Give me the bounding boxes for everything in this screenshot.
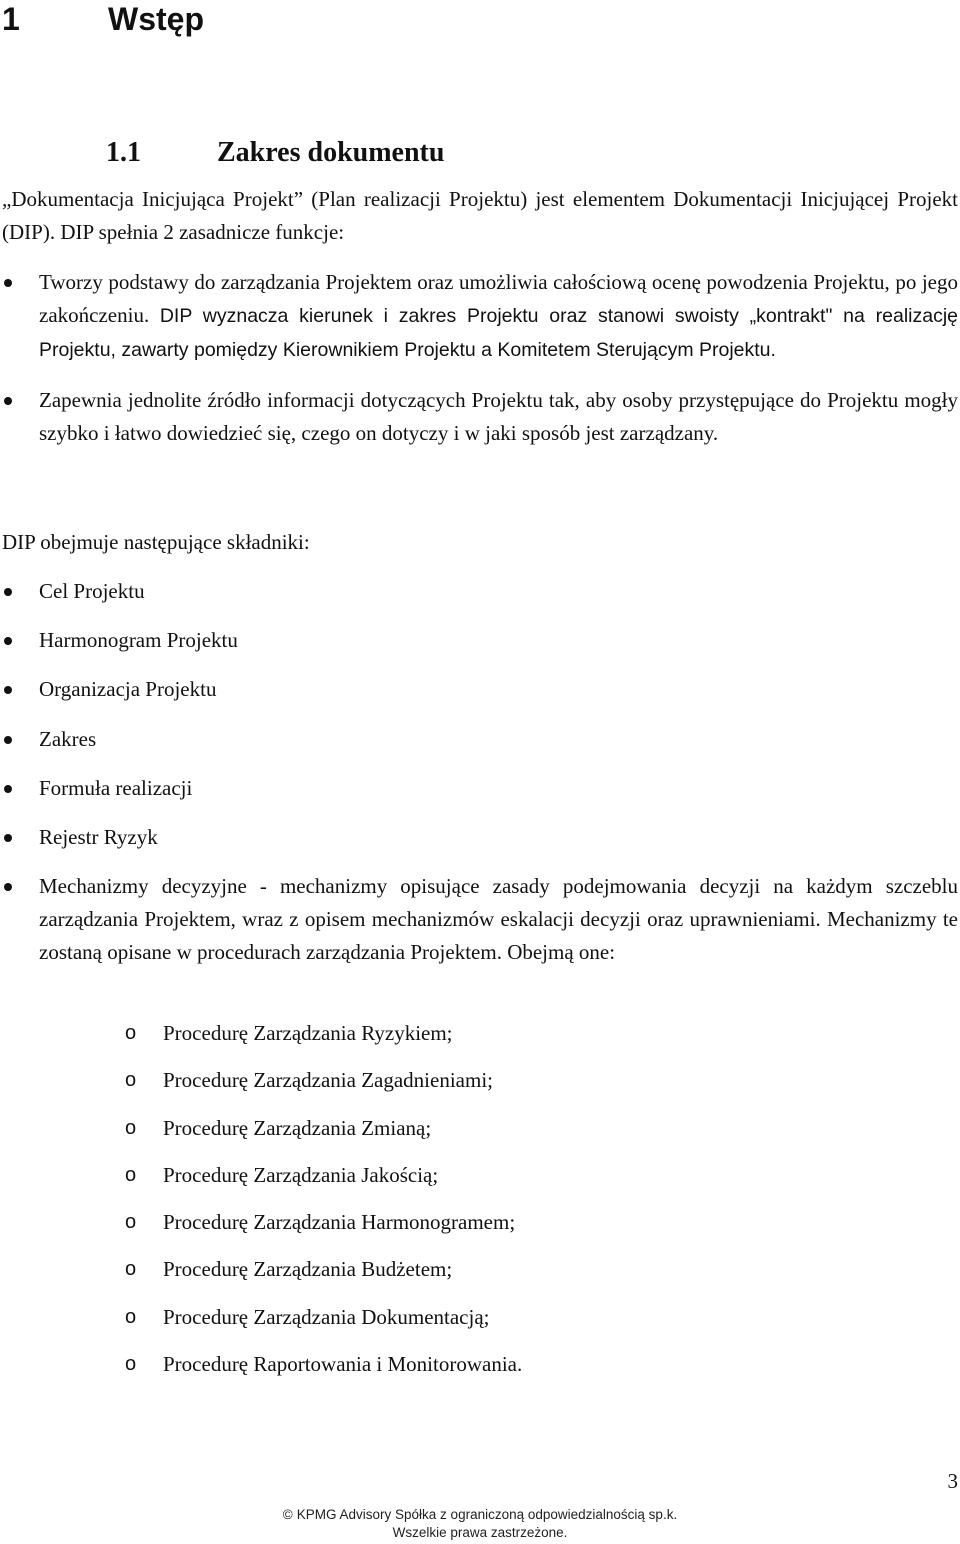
intro-paragraph: „Dokumentacja Inicjująca Projekt” (Plan realizacji Projektu) jest elementem Dokumentacji Inicjującej Projekt (DIP). DIP spełnia 2 zasadnicze funkcje: (2, 187, 958, 244)
mechanisms-text: Mechanizmy decyzyjne - mechanizmy opisujące zasady podejmowania decyzji na każdym szczeblu zarządzania Projektem, wraz z opisem mechanizmów eskalacji decyzji oraz uprawnieniami. Mechanizmy te zostaną opisane w procedurach zarządzania Projektem. Obejmą one: (39, 874, 958, 965)
list-item (0, 1250, 958, 1297)
procedure-label: Procedurę Zarządzania Budżetem; (163, 1257, 453, 1282)
chapter-number: 1 (2, 1, 20, 37)
procedure-label: Procedurę Raportowania i Monitorowania. (163, 1352, 523, 1377)
page-footer (260, 1506, 700, 1542)
circle-bullet-icon: o (125, 1116, 137, 1139)
list-item (0, 673, 958, 706)
list-item (0, 1061, 958, 1108)
procedure-label: Procedurę Zarządzania Ryzykiem; (163, 1021, 453, 1045)
bullet-icon (4, 834, 12, 842)
functions-list (0, 266, 958, 450)
procedure-label: Procedurę Zarządzania Zmianą; (163, 1115, 432, 1140)
components-intro: DIP obejmuje następujące składniki: (2, 530, 310, 554)
circle-bullet-icon: o (125, 1069, 137, 1092)
list-item (0, 1014, 958, 1061)
list-item (0, 575, 958, 608)
procedure-label: Procedurę Zarządzania Harmonogramem; (163, 1210, 516, 1235)
list-item (0, 1109, 958, 1156)
circle-bullet-icon: o (125, 1305, 137, 1328)
procedure-label: Procedurę Zarządzania Jakością; (163, 1162, 439, 1187)
list-item (0, 266, 958, 367)
list-item (0, 821, 958, 854)
circle-bullet-icon: o (125, 1163, 137, 1186)
bullet-icon (4, 785, 12, 793)
page-number: 3 (947, 1469, 958, 1493)
component-label: Formuła realizacji (39, 775, 193, 800)
chapter-title: Wstęp (108, 1, 204, 37)
footer-line-2: Wszelkie prawa zastrzeżone. (392, 1525, 568, 1540)
copyright-icon: © (282, 1507, 293, 1522)
procedure-label: Procedurę Zarządzania Zagadnieniami; (163, 1068, 493, 1093)
procedure-label: Procedurę Zarządzania Dokumentacją; (163, 1304, 490, 1329)
section-heading (106, 136, 444, 170)
list-item (0, 1298, 958, 1345)
bullet-icon (4, 736, 12, 744)
circle-bullet-icon: o (125, 1022, 137, 1044)
list-item (0, 1156, 958, 1203)
footer-company: KPMG Advisory Spółka z ograniczoną odpowiedzialnością sp.k. (296, 1507, 678, 1522)
list-item (0, 870, 958, 969)
component-label: Harmonogram Projektu (39, 628, 238, 653)
function-lead: Tworzy podstawy do zarządzania Projektem oraz umożliwia całościową ocenę powodzenia Projektu, po jego zakończeniu. (39, 270, 958, 327)
list-item (0, 772, 958, 805)
circle-bullet-icon: o (125, 1353, 137, 1376)
list-item (0, 624, 958, 657)
components-list (0, 575, 958, 969)
component-label: Rejestr Ryzyk (39, 824, 158, 849)
list-item (0, 1345, 958, 1392)
function-text: Zapewnia jednolite źródło informacji dotyczących Projektu tak, aby osoby przystępujące do Projektu mogły szybko i łatwo dowiedzieć się, czego on dotyczy i w jaki sposób jest zarządzany. (39, 388, 958, 445)
component-label: Cel Projektu (39, 579, 145, 603)
list-item (0, 384, 958, 450)
circle-bullet-icon: o (125, 1258, 137, 1281)
chapter-heading (2, 0, 204, 38)
bullet-icon (4, 279, 12, 287)
component-label: Organizacja Projektu (39, 677, 217, 702)
bullet-icon (4, 883, 12, 891)
procedures-list (0, 1014, 958, 1392)
list-item (0, 723, 958, 756)
list-item (0, 1203, 958, 1250)
bullet-icon (4, 637, 12, 645)
bullet-icon (4, 397, 12, 405)
footer-line-1 (260, 1506, 700, 1524)
section-title: Zakres dokumentu (217, 137, 445, 168)
bullet-icon (4, 686, 12, 694)
bullet-icon (4, 588, 12, 596)
circle-bullet-icon: o (125, 1211, 137, 1234)
component-label: Zakres (39, 726, 97, 751)
section-number: 1.1 (106, 137, 141, 168)
function-text: DIP wyznacza kierunek i zakres Projektu oraz stanowi swoisty „kontrakt" na realizację Projektu, zawarty pomiędzy Kierownikiem Projektu a Komitetem Sterującym Projektu. (39, 305, 959, 361)
